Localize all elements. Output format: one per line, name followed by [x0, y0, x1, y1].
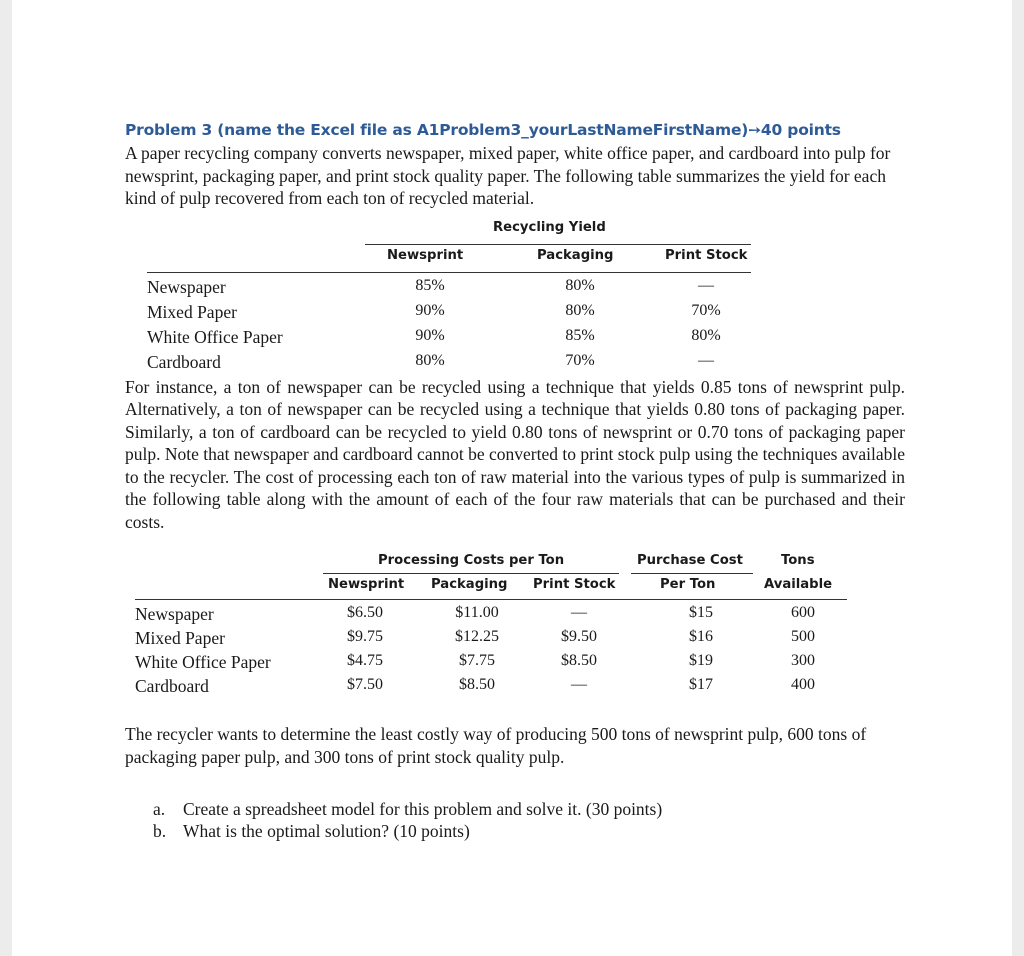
- cell: 400: [791, 676, 815, 693]
- explanation-paragraph: For instance, a ton of newspaper can be recycled using a technique that yields 0.85 tons of newsprint pulp. Alternatively, a ton of newspaper can be recycled using a technique that yields 0.80 tons of packaging paper. Similarly, a ton of cardboard can be recycled to yield 0.80 tons of newsprint or 0.70 tons of packaging paper pulp. Note that newspaper and cardboard cannot be converted to print stock pulp using the techniques available to the recycler. The cost of processing each ton of raw material into the various types of pulp is summarized in the following table along with the amount of each of the four raw materials that can be purchased and their costs.: [125, 376, 905, 532]
- cell: $8.50: [561, 652, 597, 669]
- cell: $12.25: [455, 628, 499, 645]
- cell: $6.50: [347, 604, 383, 621]
- question-text: What is the optimal solution? (10 points): [183, 821, 470, 841]
- cell: 80%: [565, 301, 595, 319]
- cell: $8.50: [459, 676, 495, 693]
- list-item: [153, 820, 905, 842]
- cell: 80%: [691, 326, 721, 344]
- cell: 70%: [691, 301, 721, 319]
- cell: —: [698, 276, 714, 294]
- cell: $17: [689, 676, 713, 693]
- document-page: [12, 0, 1012, 956]
- cell: 600: [791, 604, 815, 621]
- cell: $11.00: [455, 604, 499, 621]
- row-label: Cardboard: [147, 351, 221, 372]
- cell: $7.50: [347, 676, 383, 693]
- cost-col-header: Newsprint: [328, 577, 405, 592]
- purchase-header-rule: [631, 573, 753, 574]
- yield-col-header: Print Stock: [665, 247, 748, 263]
- yield-header-rule: [365, 244, 751, 245]
- row-label: Cardboard: [135, 676, 209, 696]
- cell: —: [698, 351, 714, 369]
- row-label: Newspaper: [135, 604, 214, 624]
- cell: $4.75: [347, 652, 383, 669]
- problem-content: [125, 118, 905, 842]
- row-label: Mixed Paper: [147, 301, 237, 322]
- cell: 70%: [565, 351, 595, 369]
- cell: 80%: [565, 276, 595, 294]
- intro-paragraph: A paper recycling company converts newspaper, mixed paper, white office paper, and cardboard into pulp for newsprint, packaging paper, and print stock quality paper. The following table summarizes the yield for each kind of pulp recovered from each ton of recycled material.: [125, 143, 891, 208]
- cell: 300: [791, 652, 815, 669]
- cell: 90%: [415, 301, 445, 319]
- tons-header: Tons: [781, 553, 815, 568]
- cost-col-header: Print Stock: [533, 577, 616, 592]
- cost-table: [125, 533, 905, 701]
- row-label: White Office Paper: [147, 326, 283, 347]
- yield-body-rule: [147, 272, 751, 273]
- yield-group-header: Recycling Yield: [493, 219, 606, 235]
- cell: —: [571, 604, 587, 621]
- cost-col-header: Packaging: [431, 577, 508, 592]
- purchase-subheader: Per Ton: [660, 577, 716, 592]
- cell: 85%: [415, 276, 445, 294]
- row-label: White Office Paper: [135, 652, 271, 672]
- question-letter: b.: [153, 821, 167, 841]
- yield-table: [125, 210, 905, 372]
- cell: $9.75: [347, 628, 383, 645]
- purchase-header: Purchase Cost: [637, 553, 743, 568]
- question-letter: a.: [153, 799, 166, 819]
- cost-group-header: Processing Costs per Ton: [378, 553, 565, 568]
- question-list: [125, 798, 905, 842]
- row-label: Newspaper: [147, 276, 226, 297]
- cell: 90%: [415, 326, 445, 344]
- cell: $15: [689, 604, 713, 621]
- cell: $19: [689, 652, 713, 669]
- cost-body-rule: [135, 599, 847, 600]
- list-item: [153, 798, 905, 820]
- goal-paragraph: The recycler wants to determine the least costly way of producing 500 tons of newsprint pulp, 600 tons of packaging paper pulp, and 300 tons of print stock quality pulp.: [125, 724, 867, 767]
- cell: 500: [791, 628, 815, 645]
- cell: 85%: [565, 326, 595, 344]
- cell: $16: [689, 628, 713, 645]
- cell: $9.50: [561, 628, 597, 645]
- tons-subheader: Available: [764, 577, 833, 592]
- yield-col-header: Newsprint: [387, 247, 464, 263]
- row-label: Mixed Paper: [135, 628, 225, 648]
- problem-title: Problem 3 (name the Excel file as A1Problem3_yourLastNameFirstName)➙40 points: [125, 121, 841, 139]
- yield-col-header: Packaging: [537, 247, 614, 263]
- question-text: Create a spreadsheet model for this problem and solve it. (30 points): [183, 799, 663, 819]
- cell: $7.75: [459, 652, 495, 669]
- cell: —: [571, 676, 587, 693]
- cost-header-rule: [323, 573, 619, 574]
- cell: 80%: [415, 351, 445, 369]
